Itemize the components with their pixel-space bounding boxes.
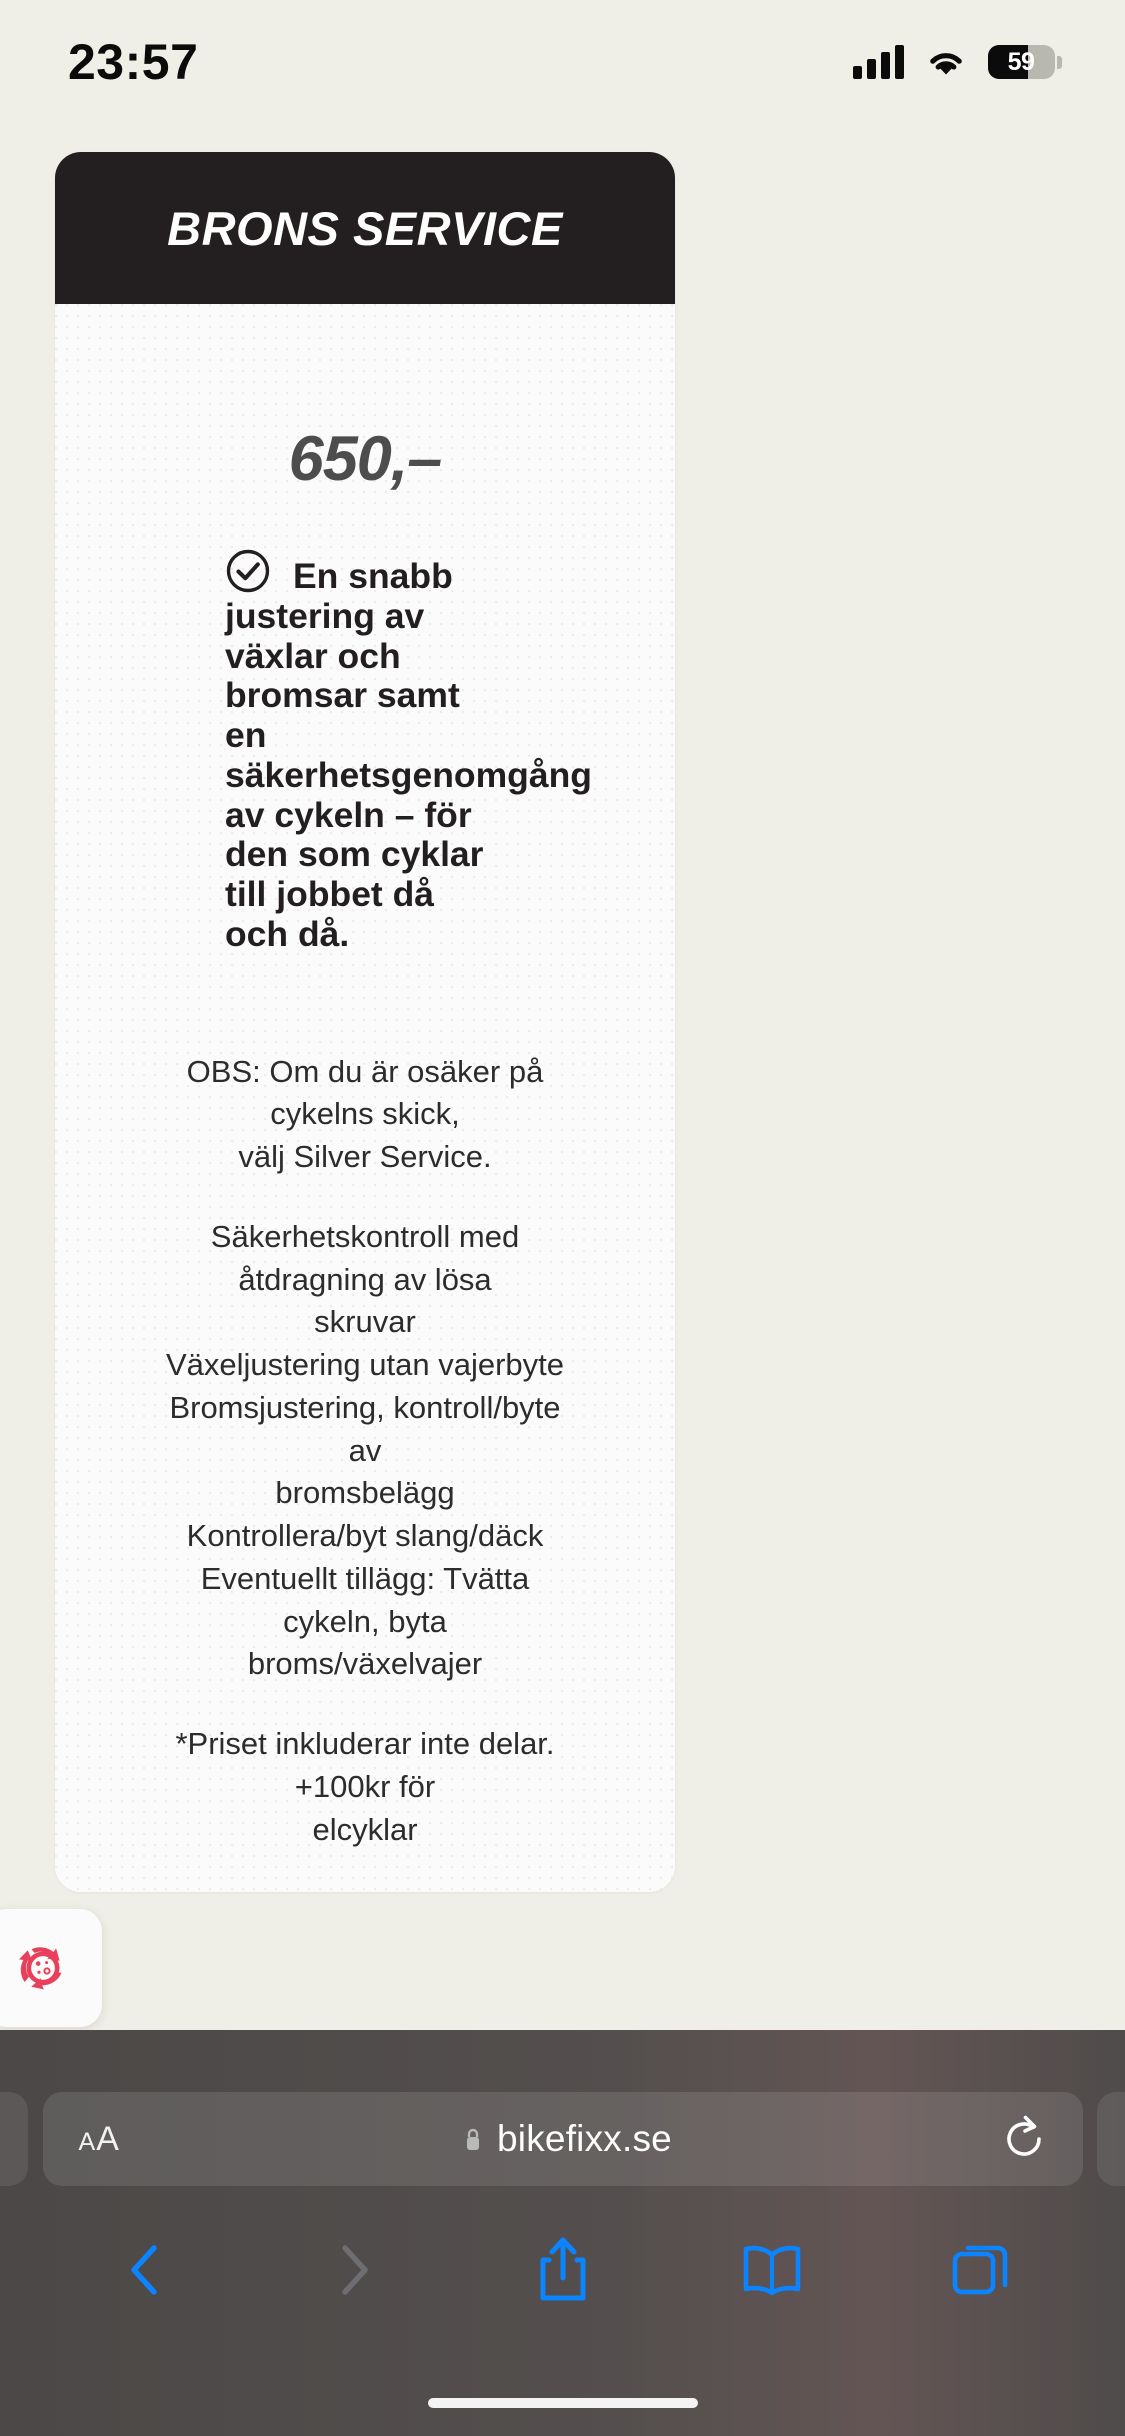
browser-toolbar <box>0 2210 1125 2330</box>
service-list-line: broms/växelvajer <box>247 1646 483 1682</box>
book-icon <box>741 2243 803 2297</box>
service-list-line: Bromsjustering, kontroll/byte av <box>169 1389 561 1468</box>
signal-bars-icon <box>853 45 904 79</box>
cookie-consent-icon <box>5 1930 81 2006</box>
service-tagline-text: En snabb justering av växlar och bromsar samt en säkerhetsgenomgång av cykeln – för den som cyklar till jobbet då och då. <box>225 556 592 954</box>
cookie-consent-button[interactable] <box>0 1909 102 2027</box>
reload-icon <box>1003 2114 1047 2164</box>
status-bar <box>0 0 1125 118</box>
service-notice-line: välj Silver Service. <box>238 1139 492 1175</box>
text-size-large-a: A <box>96 2119 119 2158</box>
tabs-icon <box>951 2240 1011 2300</box>
home-indicator <box>428 2398 698 2408</box>
service-card <box>55 152 675 1892</box>
address-bar[interactable] <box>43 2092 1083 2186</box>
battery-nub <box>1057 56 1062 69</box>
tab-peek-left[interactable] <box>0 2092 28 2186</box>
service-disclaimer <box>165 1723 565 1851</box>
service-notice <box>165 1051 565 1179</box>
service-tagline <box>225 548 592 955</box>
service-card-header <box>55 152 675 304</box>
share-button[interactable] <box>508 2225 618 2315</box>
service-card-body <box>55 304 675 1892</box>
service-list-line: Kontrollera/byt slang/däck <box>186 1518 544 1554</box>
back-chevron-icon <box>123 2240 167 2300</box>
back-button[interactable] <box>90 2225 200 2315</box>
service-list-line: bromsbelägg <box>275 1475 455 1511</box>
url-text: bikefixx.se <box>497 2118 672 2159</box>
text-size-small-a: A <box>78 2127 96 2156</box>
status-bar-clock: 23:57 <box>68 34 199 90</box>
service-notice-line: OBS: Om du är osäker på cykelns skick, <box>186 1053 544 1132</box>
service-disclaimer-line: elcyklar <box>312 1811 418 1847</box>
tabs-button[interactable] <box>926 2225 1036 2315</box>
status-bar-indicators <box>853 39 1055 79</box>
service-card-title: BRONS SERVICE <box>167 201 563 255</box>
service-list-line: skruvar <box>314 1304 416 1340</box>
service-list <box>165 1216 565 1686</box>
service-disclaimer-line: *Priset inkluderar inte delar. +100kr för <box>175 1726 555 1804</box>
service-list-line: Eventuellt tillägg: Tvätta cykeln, byta <box>200 1560 530 1639</box>
tab-peek-right[interactable] <box>1097 2092 1125 2186</box>
address-bar-row <box>0 2080 1125 2198</box>
service-list-line: Säkerhetskontroll med åtdragning av lösa <box>210 1218 520 1297</box>
reload-button[interactable] <box>977 2114 1047 2164</box>
forward-button[interactable] <box>299 2225 409 2315</box>
lock-icon <box>463 2126 483 2152</box>
share-icon <box>536 2236 590 2304</box>
service-price: 650,– <box>288 424 442 494</box>
forward-chevron-icon <box>332 2240 376 2300</box>
battery-icon <box>988 45 1055 79</box>
safari-bottom-chrome <box>0 2030 1125 2436</box>
service-fineprint <box>55 955 675 1852</box>
check-circle-icon <box>225 548 271 594</box>
wifi-icon <box>925 47 967 79</box>
service-tagline-wrap <box>55 495 675 955</box>
bookmarks-button[interactable] <box>717 2225 827 2315</box>
url-display[interactable] <box>159 2118 977 2160</box>
service-list-line: Växeljustering utan vajerbyte <box>165 1347 565 1383</box>
battery-percent: 59 <box>1007 47 1035 76</box>
